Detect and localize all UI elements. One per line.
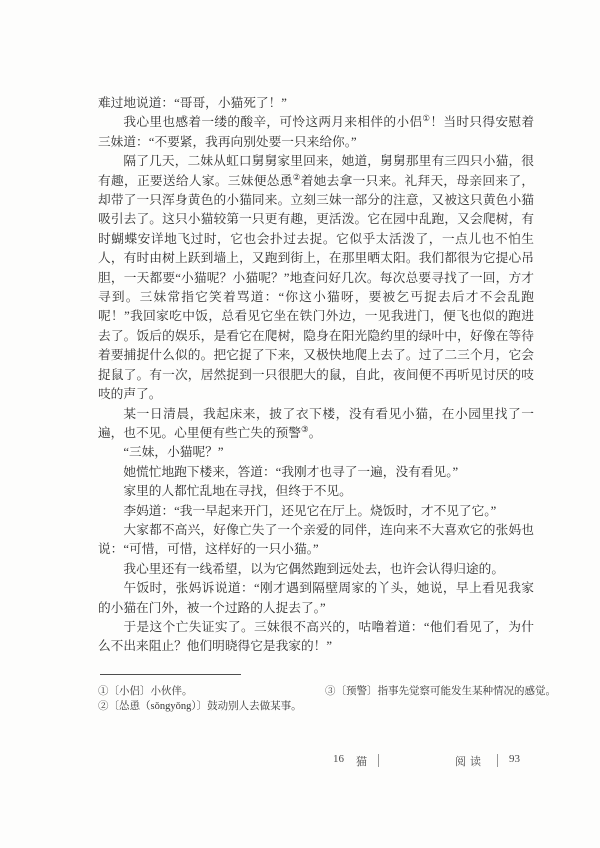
footnotes-right-column bbox=[325, 685, 556, 700]
footer-lesson-number: 16 bbox=[333, 753, 344, 765]
paragraph: 午饭时，张妈诉说道：“刚才遇到隔壁周家的丫头，她说，早上看见我家的小猫在门外，被一个过路的人捉去了。” bbox=[98, 581, 534, 615]
paragraph: 于是这个亡失证实了。三妹很不高兴的，咕噜着道：“他们看见了，为什么不出来阻止？他们明晓得它是我家的！” bbox=[98, 619, 534, 654]
page-footer bbox=[0, 753, 600, 773]
footnote: ③〔预警〕指事先觉察可能发生某种情况的感觉。 bbox=[325, 686, 556, 697]
article-body bbox=[98, 94, 534, 657]
paragraph: 隔了几天，二妹从虹口舅舅家里回来，她道，舅舅那里有三四只小猫，很有趣，正要送给人家。三妹便怂恿②着她去拿一只来。礼拜天，母亲回来了，却带了一只浑身黄色的小猫同来。立刻三妹一部分的注意，又被这只黄色小猫吸引去了。这只小猫较第一只更有趣，更活泼。它在园中乱跑，又会爬树，有时蝴蝶安详地飞过时，它也会扑过去捉。它似乎太活泼了，一点儿也不怕生人，有时由树上跃到墙上，又跑到街上，在那里晒太阳。我们都很为它提心吊胆，一天都要“小猫呢？小猫呢？”地查问好几次。每次总要寻找了一回，方才寻到。三妹常指它笑着骂道：“你这小猫呀，要被乞丐捉去后才不会乱跑呢！”我回家吃中饭，总看见它坐在铁门外边，一见我进门，便飞也似的跑进去了。饭后的娱乐，是看它在爬树，隐身在阳光隐约里的绿叶中，好像在等待着要捕捉什么似的。把它捉了下来，又极快地爬上去了。过了二三个月，它会捉鼠了。有一次，居然捉到一只很肥大的鼠，自此，夜间便不再听见讨厌的吱吱的声了。 bbox=[98, 154, 535, 402]
paragraph: 李妈道：“我一早起来开门，还见它在厅上。烧饭时，才不见了它。” bbox=[123, 503, 497, 518]
footer-divider-bar bbox=[497, 754, 498, 767]
footer-lesson-title: 猫 bbox=[356, 756, 367, 768]
footnote-divider bbox=[100, 674, 241, 675]
footnotes-left-column bbox=[98, 685, 328, 714]
footer-section-label: 阅读 bbox=[455, 756, 485, 768]
footer-divider-bar bbox=[378, 754, 379, 767]
paragraph: 某一日清晨，我起床来，披了衣下楼，没有看见小猫，在小园里找了一遍，也不见。心里便有些亡失的预警③。 bbox=[98, 406, 534, 440]
footer-page-number: 93 bbox=[509, 753, 520, 765]
paragraph: 我心里也感着一缕的酸辛，可怜这两月来相伴的小侣①！当时只得安慰着三妹道：“不要紧，我再向别处要一只来给你。” bbox=[98, 113, 535, 149]
paragraph: 大家都不高兴，好像亡失了一个亲爱的同伴，连向来不大喜欢它的张妈也说：“可惜，可惜，这样好的一只小猫。” bbox=[98, 522, 534, 557]
paragraph: 她慌忙地跑下楼来，答道：“我刚才也寻了一遍，没有看见。” bbox=[123, 464, 459, 479]
paragraph: 我心里还有一线希望，以为它偶然跑到远处去，也许会认得归途的。 bbox=[123, 561, 505, 576]
footnote: ①〔小侣〕小伙伴。 bbox=[98, 686, 193, 697]
paragraph: “三妹，小猫呢？” bbox=[123, 445, 224, 460]
paragraph: 家里的人都忙乱地在寻找，但终于不见。 bbox=[123, 484, 352, 499]
footnote: ②〔怂恿（sǒngyǒng）〕鼓动别人去做某事。 bbox=[98, 700, 302, 712]
paragraph: 难过地说道：“哥哥，小猫死了！” bbox=[98, 96, 287, 110]
